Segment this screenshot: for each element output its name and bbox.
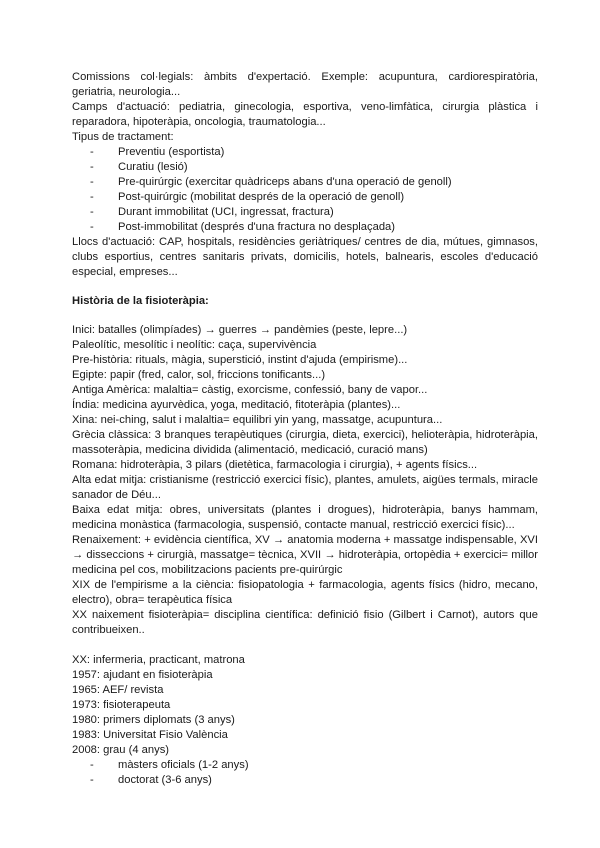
tipus-list [72, 145, 538, 235]
history-line: Inici: batalles (olimpíades) → guerres → pandèmies (peste, lepre...) [72, 324, 408, 336]
history-line: Baixa edat mitja: obres, universitats (plantes i drogues), hidroteràpia, banys hammam, medicina monàstica (farmacologia, suspensió, contacte manual, restricció exercici físic)... [72, 504, 538, 531]
history-line: Romana: hidroteràpia, 3 pilars (dietètica, farmacologia i cirurgia), + agents físics... [72, 459, 478, 471]
spacer [72, 638, 538, 653]
history-line: Antiga Amèrica: malaltia= càstig, exorcisme, confessió, bany de vapor... [72, 384, 428, 396]
list-item: - Pre-quirúrgic (exercitar quàdriceps abans d'una operació de genoll) [90, 175, 538, 190]
llocs-paragraph: Llocs d'actuació: CAP, hospitals, residències geriàtriques/ centres de dia, mútues, gimnasos, clubs esportius, centres sanitaris privats, domicilis, hotels, balnearis, escoles d'educació especial, empreses... [72, 236, 538, 278]
timeline-line: 1957: ajudant en fisioteràpia [72, 669, 213, 681]
timeline-line: 1965: AEF/ revista [72, 684, 164, 696]
tipus-label: Tipus de tractament: [72, 131, 174, 143]
list-item: - Preventiu (esportista) [90, 145, 538, 160]
camps-paragraph: Camps d'actuació: pediatria, ginecologia, esportiva, veno-limfàtica, cirurgia plàstica i reparadora, hipoteràpia, oncologia, traumatologia... [72, 101, 538, 128]
timeline-line: 1973: fisioterapeuta [72, 699, 171, 711]
history-line: Índia: medicina ayurvèdica, yoga, meditació, fitoteràpia (plantes)... [72, 399, 401, 411]
timeline-line: 1983: Universitat Fisio València [72, 729, 228, 741]
history-line: Pre-història: rituals, màgia, superstició, instint d'ajuda (empirisme)... [72, 354, 408, 366]
list-item: - Durant immobilitat (UCI, ingressat, fractura) [90, 205, 538, 220]
history-line: Xina: nei-ching, salut i malaltia= equilibri yin yang, massatge, acupuntura... [72, 414, 443, 426]
list-item: - Post-immobilitat (després d'una fractura no desplaçada) [90, 220, 538, 235]
history-heading: Història de la fisioteràpia: [72, 295, 209, 307]
comissions-paragraph: Comissions col·legials: àmbits d'expertació. Exemple: acupuntura, cardiorespiratòria, geriatria, neurologia... [72, 71, 538, 98]
history-line: Paleolític, mesolític i neolític: caça, supervivència [72, 339, 317, 351]
timeline-line: 2008: grau (4 anys) [72, 744, 170, 756]
timeline-line: 1980: primers diplomats (3 anys) [72, 714, 235, 726]
history-line: XIX de l'empirisme a la ciència: fisiopatologia + farmacologia, agents físics (hidro, mecano, electro), obra= terapèutica física [72, 579, 538, 606]
list-item: - doctorat (3-6 anys) [90, 773, 538, 788]
list-item: - màsters oficials (1-2 anys) [90, 758, 538, 773]
list-item: - Post-quirúrgic (mobilitat després de la operació de genoll) [90, 190, 538, 205]
history-line: Egipte: papir (fred, calor, sol, friccions tonificants...) [72, 369, 326, 381]
history-line: XX naixement fisioteràpia= disciplina científica: definició fisio (Gilbert i Carnot), autors que contribueixen.. [72, 609, 538, 636]
grau-sublist [72, 758, 538, 788]
timeline-line: XX: infermeria, practicant, matrona [72, 654, 245, 666]
history-line: Renaixement: + evidència científica, XV → anatomia moderna + massatge indispensable, XVI → disseccions + cirurgià, massatge= tècnica, XVII → hidroteràpia, ortopèdia + exercici= millor medicina pel cos, mobilitzacions pacients pre-quirúrgic [72, 534, 538, 576]
list-item: - Curatiu (lesió) [90, 160, 538, 175]
history-line: Alta edat mitja: cristianisme (restricció exercici físic), plantes, amulets, aigües termals, miracle sanador de Déu... [72, 474, 538, 501]
history-line: Grècia clàssica: 3 branques terapèutiques (cirurgia, dieta, exercici), helioteràpia, hidroteràpia, massoteràpia, medicina dividida (alimentació, medicació, curació mans) [72, 429, 538, 456]
